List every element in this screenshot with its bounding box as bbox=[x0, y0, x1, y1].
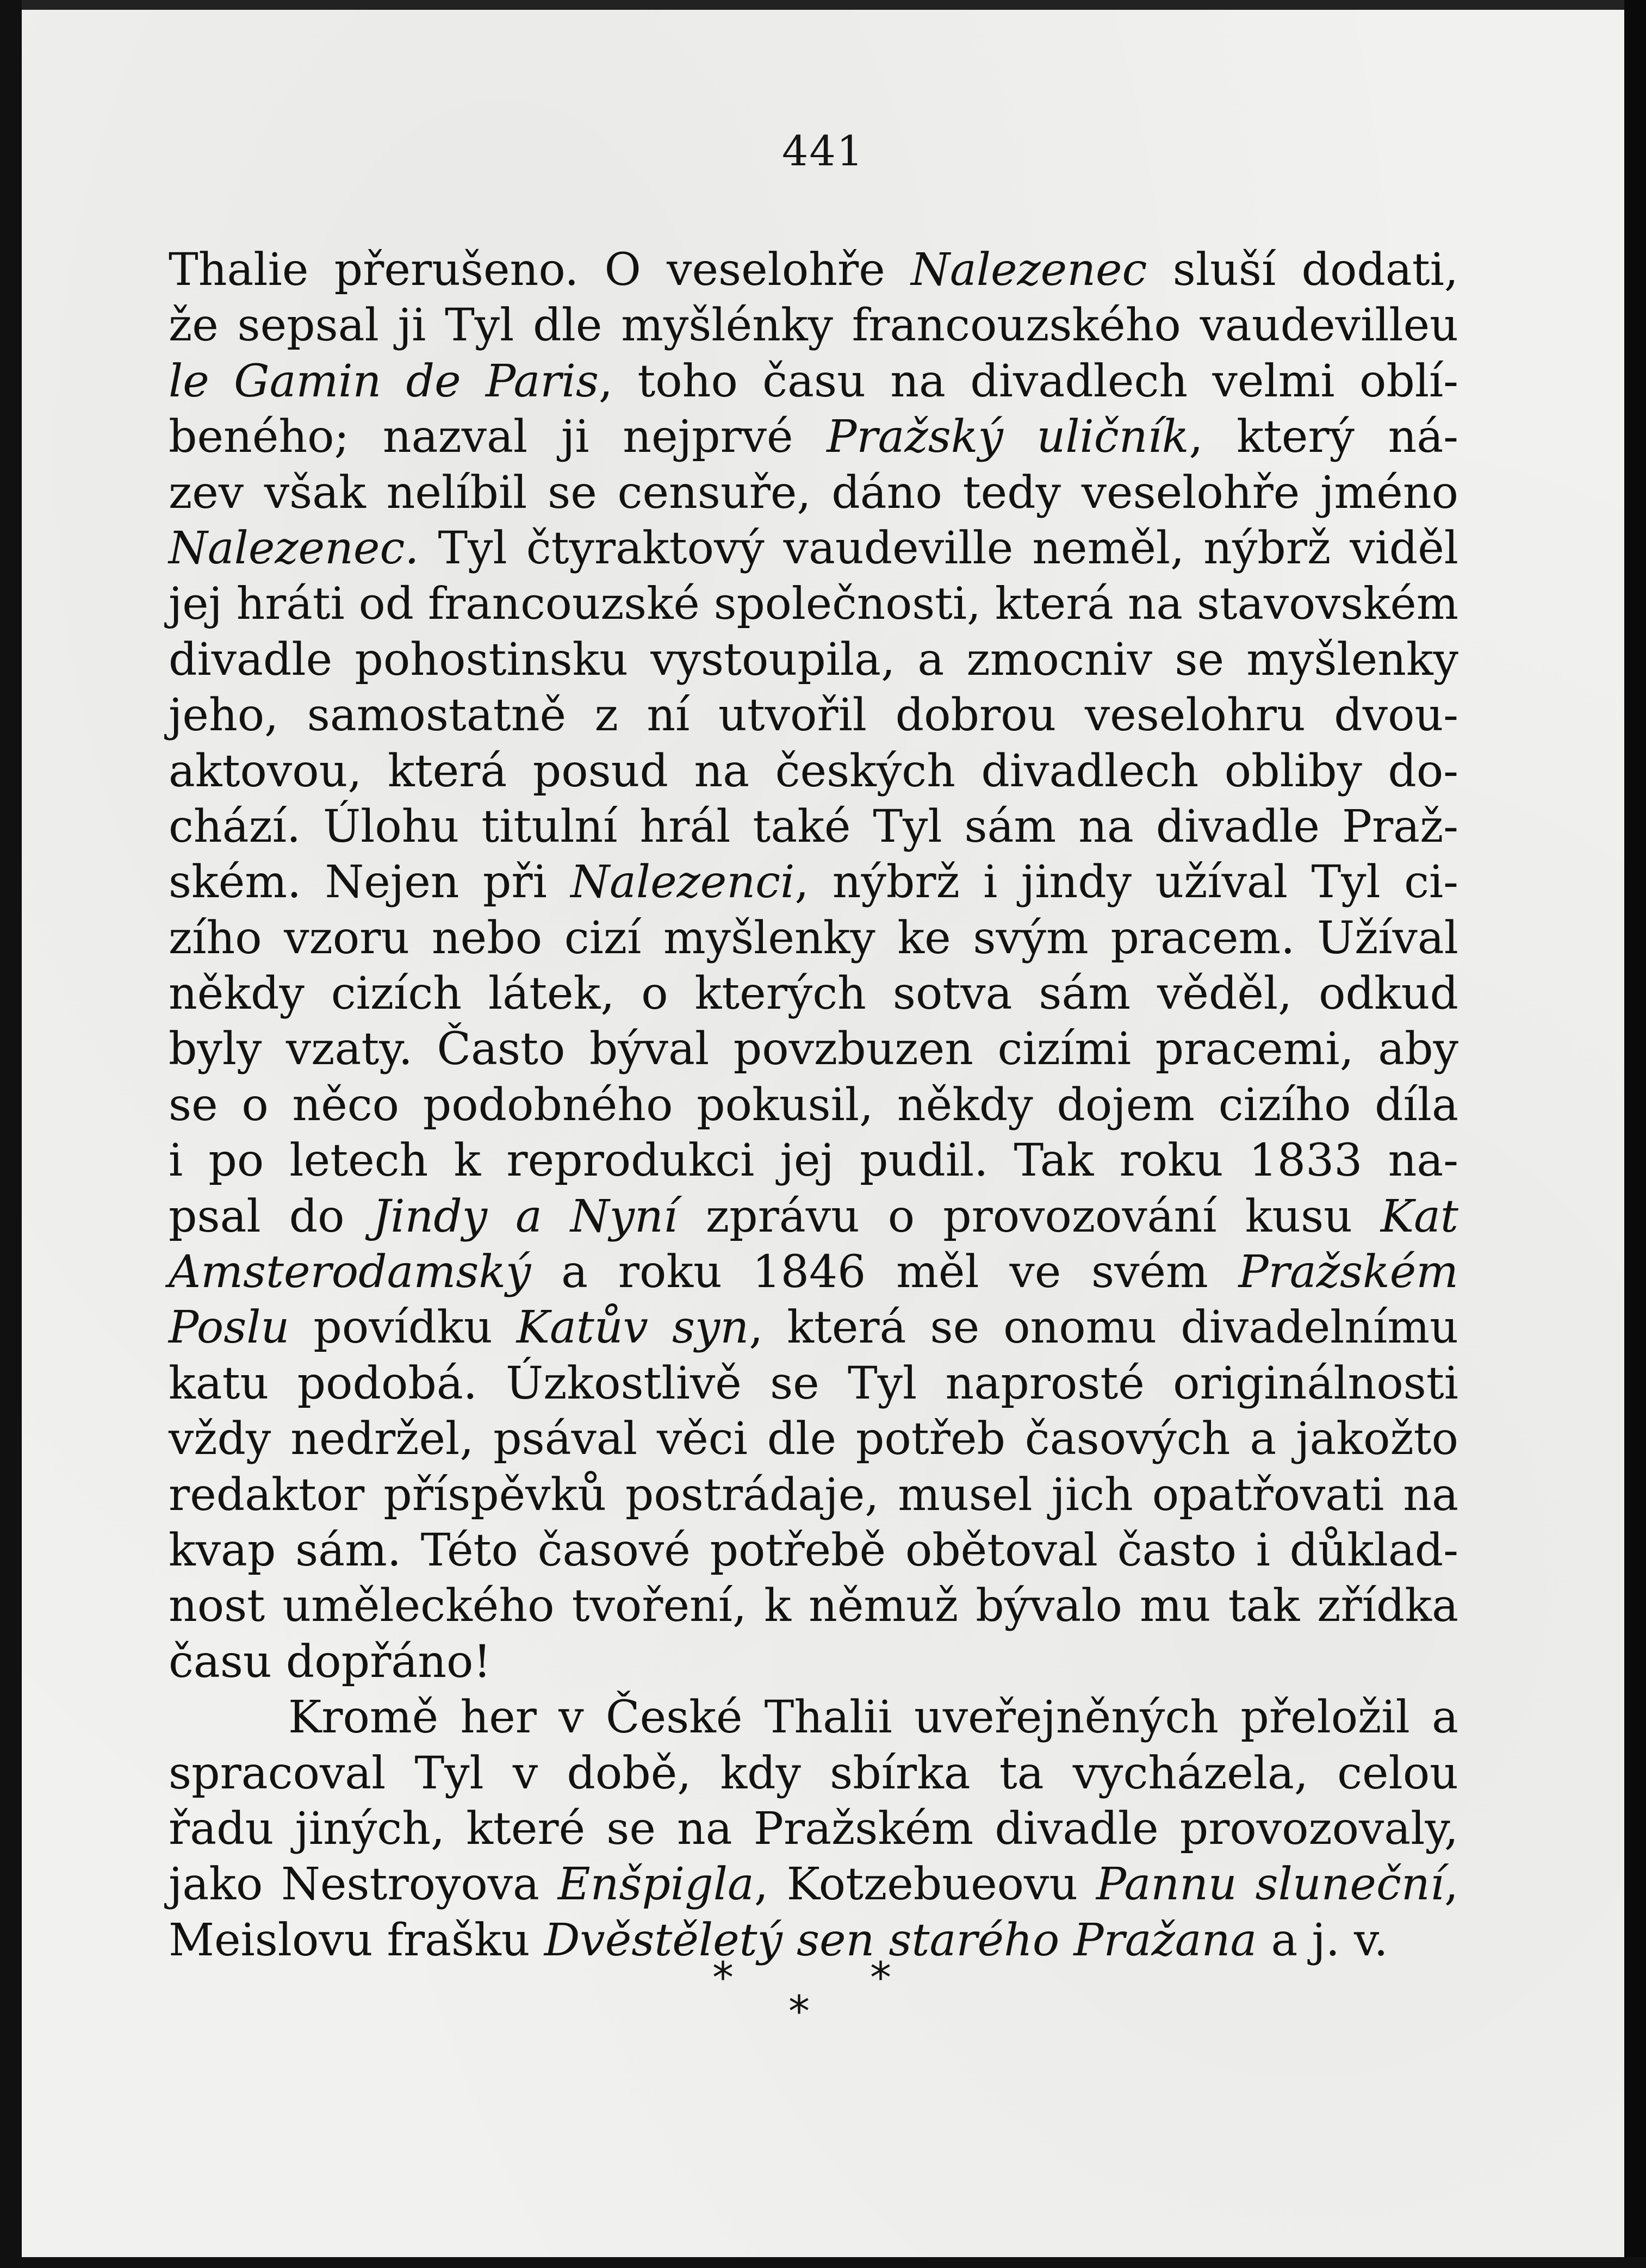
text-run: , Kotzebueovu bbox=[754, 1859, 1096, 1911]
italic-title: Nalezenec bbox=[911, 244, 1147, 296]
text-run: jej hráti od francouzské společnosti, která na stavovském bbox=[169, 578, 1458, 630]
text-run: ském. Nejen při bbox=[169, 856, 571, 909]
text-run: zprávu o provozování kusu bbox=[678, 1190, 1381, 1242]
text-line bbox=[169, 1356, 1458, 1412]
text-run: vždy nedržel, psával věci dle potřeb časových a jakožto bbox=[169, 1413, 1458, 1465]
text-run: Meislovu frašku bbox=[169, 1914, 544, 1966]
section-separator bbox=[22, 1954, 1624, 2041]
text-run: jeho, samostatně z ní utvořil dobrou veselohru dvou- bbox=[169, 689, 1458, 742]
text-line bbox=[169, 465, 1458, 521]
text-run: se o něco podobného pokusil, někdy dojem cizího díla bbox=[169, 1079, 1458, 1131]
text-line bbox=[169, 409, 1458, 465]
asterisk-ornament: * bbox=[712, 1954, 734, 2003]
italic-title: Pannu sluneční bbox=[1096, 1859, 1444, 1911]
text-line bbox=[169, 1579, 1458, 1634]
italic-title: Pražský uličník bbox=[827, 411, 1189, 463]
book-page bbox=[22, 10, 1624, 2257]
text-line bbox=[169, 521, 1458, 576]
text-line bbox=[169, 632, 1458, 688]
italic-title: Nalezenci bbox=[570, 856, 795, 909]
text-run: , nýbrž i jindy užíval Tyl ci- bbox=[794, 856, 1458, 909]
italic-title: Jindy a Nyní bbox=[372, 1190, 678, 1242]
text-line bbox=[169, 1635, 1458, 1690]
text-line bbox=[169, 966, 1458, 1022]
scan-border-right bbox=[1624, 0, 1646, 2268]
scan-border-top bbox=[0, 0, 1646, 10]
text-run: povídku bbox=[289, 1302, 517, 1354]
text-run: Thalie přerušeno. O veselohře bbox=[169, 244, 911, 296]
body-text bbox=[169, 243, 1458, 1968]
text-run: času dopřáno! bbox=[169, 1636, 492, 1688]
text-line bbox=[169, 1300, 1458, 1356]
text-run: i po letech k reprodukci jej pudil. Tak roku 1833 na- bbox=[169, 1135, 1458, 1187]
text-run: , toho času na divadlech velmi oblí- bbox=[598, 355, 1458, 407]
text-line bbox=[169, 1857, 1458, 1912]
text-run: redaktor příspěvků postrádaje, musel jich opatřovati na bbox=[169, 1469, 1458, 1521]
text-line bbox=[169, 1523, 1458, 1579]
text-line bbox=[169, 799, 1458, 855]
italic-title: Katův syn bbox=[516, 1302, 749, 1354]
italic-title: le Gamin de Paris bbox=[169, 355, 599, 407]
text-line bbox=[169, 1245, 1458, 1300]
text-run: chází. Úlohu titulní hrál také Tyl sám na divadle Praž- bbox=[169, 800, 1458, 853]
text-run: , která se onomu divadelnímu bbox=[749, 1302, 1458, 1354]
italic-title: Poslu bbox=[169, 1302, 290, 1354]
text-run: , bbox=[1444, 1859, 1459, 1911]
text-line bbox=[169, 1133, 1458, 1189]
scan-border-left bbox=[0, 0, 22, 2268]
asterisk-ornament: * bbox=[788, 1987, 810, 2036]
text-run: kvap sám. Této časové potřebě obětoval často i důklad- bbox=[169, 1524, 1458, 1576]
text-run: beného; nazval ji nejprvé bbox=[169, 411, 827, 463]
text-run: divadle pohostinsku vystoupila, a zmocniv se myšlenky bbox=[169, 633, 1458, 686]
italic-title: Dvěstěletý sen starého Pražana bbox=[544, 1914, 1257, 1966]
text-line bbox=[169, 243, 1458, 298]
text-line bbox=[169, 855, 1458, 910]
text-run: sluší dodati, bbox=[1147, 244, 1458, 296]
asterisk-ornament: * bbox=[870, 1954, 891, 2003]
text-line bbox=[169, 1189, 1458, 1245]
text-run: , který ná- bbox=[1189, 411, 1458, 463]
text-line bbox=[169, 298, 1458, 353]
text-line bbox=[169, 1022, 1458, 1077]
text-line bbox=[169, 1746, 1458, 1801]
italic-title: Amsterodamský bbox=[169, 1246, 531, 1298]
text-run: Kromě her v České Thalii uveřejněných přeložil a bbox=[288, 1692, 1458, 1744]
text-line bbox=[169, 1412, 1458, 1467]
page-number: 441 bbox=[781, 127, 865, 175]
text-line bbox=[169, 911, 1458, 966]
italic-title: Enšpigla bbox=[557, 1859, 754, 1911]
text-run: někdy cizích látek, o kterých sotva sám věděl, odkud bbox=[169, 968, 1458, 1020]
text-run: a j. v. bbox=[1257, 1914, 1388, 1966]
text-line bbox=[169, 1801, 1458, 1857]
text-run: Tyl čtyraktový vaudeville neměl, nýbrž viděl bbox=[419, 522, 1458, 574]
italic-title: Kat bbox=[1380, 1190, 1458, 1242]
italic-title: Pražském bbox=[1238, 1246, 1458, 1298]
text-line bbox=[169, 688, 1458, 743]
text-line bbox=[169, 354, 1458, 409]
text-run: a roku 1846 měl ve svém bbox=[531, 1246, 1239, 1298]
scan-border-bottom bbox=[0, 2257, 1646, 2268]
text-run: zev však nelíbil se censuře, dáno tedy veselohře jméno bbox=[169, 467, 1458, 519]
text-line bbox=[169, 1468, 1458, 1523]
text-line bbox=[169, 1690, 1458, 1745]
text-run: byly vzaty. Často býval povzbuzen cizími pracemi, aby bbox=[169, 1023, 1458, 1076]
text-line bbox=[169, 576, 1458, 632]
text-run: spracoval Tyl v době, kdy sbírka ta vycházela, celou bbox=[169, 1747, 1458, 1799]
text-line bbox=[169, 1078, 1458, 1133]
text-run: psal do bbox=[169, 1190, 373, 1242]
italic-title: Nalezenec. bbox=[169, 522, 419, 574]
text-run: nost uměleckého tvoření, k němuž bývalo mu tak zřídka bbox=[169, 1580, 1458, 1632]
text-run: aktovou, která posud na českých divadlech obliby do- bbox=[169, 745, 1458, 797]
text-run: jako Nestroyova bbox=[169, 1859, 558, 1911]
text-line bbox=[169, 744, 1458, 799]
text-run: řadu jiných, které se na Pražském divadle provozovaly, bbox=[169, 1803, 1458, 1855]
text-run: zího vzoru nebo cizí myšlenky ke svým pracem. Užíval bbox=[169, 912, 1458, 964]
text-run: že sepsal ji Tyl dle myšlénky francouzského vaudevilleu bbox=[169, 300, 1458, 352]
text-run: katu podobá. Úzkostlivě se Tyl naprosté originálnosti bbox=[169, 1357, 1458, 1409]
